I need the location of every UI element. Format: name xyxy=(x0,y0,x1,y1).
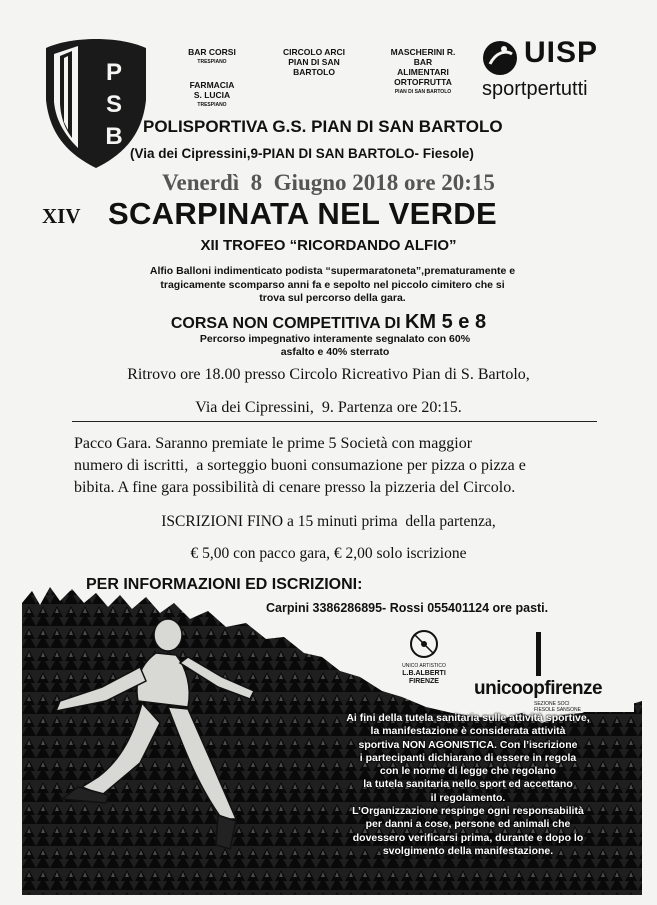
org-name: POLISPORTIVA G.S. PIAN DI SAN BARTOLO xyxy=(143,117,503,136)
info-contacts: Carpini 3386286895- Rossi 055401124 ore pasti. xyxy=(266,601,549,615)
prizes-line: numero di iscritti, a sorteggio buoni consumazione per pizza o pizza e xyxy=(74,457,526,474)
sponsor-mascherini-line-1: MASCHERINI R. xyxy=(390,47,456,57)
event-title: SCARPINATA NEL VERDE xyxy=(108,196,497,231)
event-edition: XIV xyxy=(42,204,81,228)
disclaimer-line: i partecipanti dichiarano di essere in regola xyxy=(359,751,577,764)
alberti-logo xyxy=(396,626,452,686)
prizes-line: bibita. A fine gara possibilità di cenare presso la pizzeria del Circolo. xyxy=(74,479,516,496)
unicoop-logo xyxy=(470,632,634,714)
meeting-line-1: Ritrovo ore 18.00 presso Circolo Ricreativo Pian di S. Bartolo, xyxy=(127,366,530,383)
disclaimer-line: il regolamento. xyxy=(430,791,506,804)
sponsor-mascherini-line-3: ALIMENTARI xyxy=(397,67,449,77)
race-type xyxy=(0,311,657,334)
alberti-line-3: FIRENZE xyxy=(409,678,439,685)
meeting-line-2: Via dei Cipressini, 9. Partenza ore 20:15. xyxy=(195,399,462,416)
unicoop-tower-icon xyxy=(536,632,541,676)
course-description xyxy=(150,333,520,359)
uisp-runner-icon xyxy=(480,38,520,78)
sponsor-circolo-line-3: BARTOLO xyxy=(293,67,335,77)
unicoop-sub-2: FIESOLE SANSONE xyxy=(534,707,581,713)
sponsor-bar-corsi-name: BAR CORSI xyxy=(188,47,236,57)
event-date: Venerdì 8 Giugno 2018 ore 20:15 xyxy=(162,170,495,195)
course-line: Percorso impegnativo interamente segnalato con 60% xyxy=(199,333,471,345)
disclaimer-line: Ai fini della tutela sanitaria sulle attività sportive, xyxy=(346,712,590,724)
uisp-tagline: sportpertutti xyxy=(482,78,588,100)
disclaimer-line: L’Organizzazione respinge ogni responsabilità xyxy=(352,805,584,818)
logo-letter-b: B xyxy=(105,123,123,150)
sponsor-mascherini xyxy=(376,47,470,97)
sponsor-farmacia xyxy=(172,80,252,110)
memorial-text xyxy=(60,265,605,306)
disclaimer-line: sportiva NON AGONISTICA. Con l’iscrizione xyxy=(358,738,578,751)
event-trophy: XII TROFEO “RICORDANDO ALFIO” xyxy=(200,237,457,254)
sponsor-farmacia-place: TRESPIANO xyxy=(197,102,227,108)
alberti-line-1: UNICO ARTISTICO xyxy=(402,663,446,669)
race-type-label: CORSA NON COMPETITIVA DI xyxy=(170,315,405,332)
logo-letter-s: S xyxy=(105,91,123,118)
org-address: (Via dei Cipressini,9-PIAN DI SAN BARTOLO- Fiesole) xyxy=(130,146,474,161)
logo-letter-p: P xyxy=(105,59,123,86)
sponsor-bar-corsi xyxy=(172,47,252,67)
sponsor-farmacia-name-2: S. LUCIA xyxy=(193,90,231,100)
race-distance: KM 5 e 8 xyxy=(404,311,487,333)
unicoop-sub-1: SEZIONE SOCI xyxy=(534,701,570,707)
disclaimer-line: la manifestazione è considerata attività xyxy=(370,725,566,738)
alberti-line-2: L.B.ALBERTI xyxy=(402,670,446,677)
section-divider xyxy=(72,421,597,422)
uisp-name: UISP xyxy=(524,36,599,69)
sponsor-mascherini-line-2: BAR xyxy=(413,57,433,67)
sponsor-circolo-arci xyxy=(272,47,356,77)
info-heading: PER INFORMAZIONI ED ISCRIZIONI: xyxy=(86,576,363,593)
disclaimer-line: con le norme di legge che regolano xyxy=(379,765,557,778)
fees: € 5,00 con pacco gara, € 2,00 solo iscrizione xyxy=(190,545,467,562)
disclaimer-line: dovessero verificarsi prima, durante e dopo lo xyxy=(352,831,584,844)
sponsor-bar-corsi-place: TRESPIANO xyxy=(197,59,227,65)
disclaimer-line: svolgimento della manifestazione. xyxy=(382,844,554,857)
prizes-text xyxy=(74,433,644,499)
sponsor-mascherini-place: PIAN DI SAN BARTOLO xyxy=(394,89,452,95)
registration-deadline: ISCRIZIONI FINO a 15 minuti prima della partenza, xyxy=(161,513,496,530)
disclaimer-text xyxy=(298,712,638,858)
unicoop-name: unicoopfirenze xyxy=(474,678,603,699)
memorial-line: tragicamente scomparso anni fa e sepolto nel piccolo cimitero che si xyxy=(160,278,505,291)
memorial-line: Alfio Balloni indimenticato podista “supermaratoneta”,prematuramente e xyxy=(149,265,516,277)
course-line: asfalto e 40% sterrato xyxy=(280,346,390,358)
disclaimer-line: per danni a cose, persone ed animali che xyxy=(365,818,571,831)
compass-circle-icon xyxy=(408,628,440,660)
sponsor-circolo-line-2: PIAN DI SAN xyxy=(288,57,340,67)
sponsor-farmacia-name-1: FARMACIA xyxy=(189,80,235,90)
sponsor-circolo-line-1: CIRCOLO ARCI xyxy=(282,47,345,57)
sponsor-mascherini-line-4: ORTOFRUTTA xyxy=(394,77,452,87)
prizes-line: Pacco Gara. Saranno premiate le prime 5 Società con maggior xyxy=(74,435,473,452)
uisp-logo xyxy=(478,36,628,106)
memorial-line: trova sul percorso della gara. xyxy=(259,292,406,304)
disclaimer-line: la tutela sanitaria nello sport ed accettano xyxy=(363,778,573,791)
